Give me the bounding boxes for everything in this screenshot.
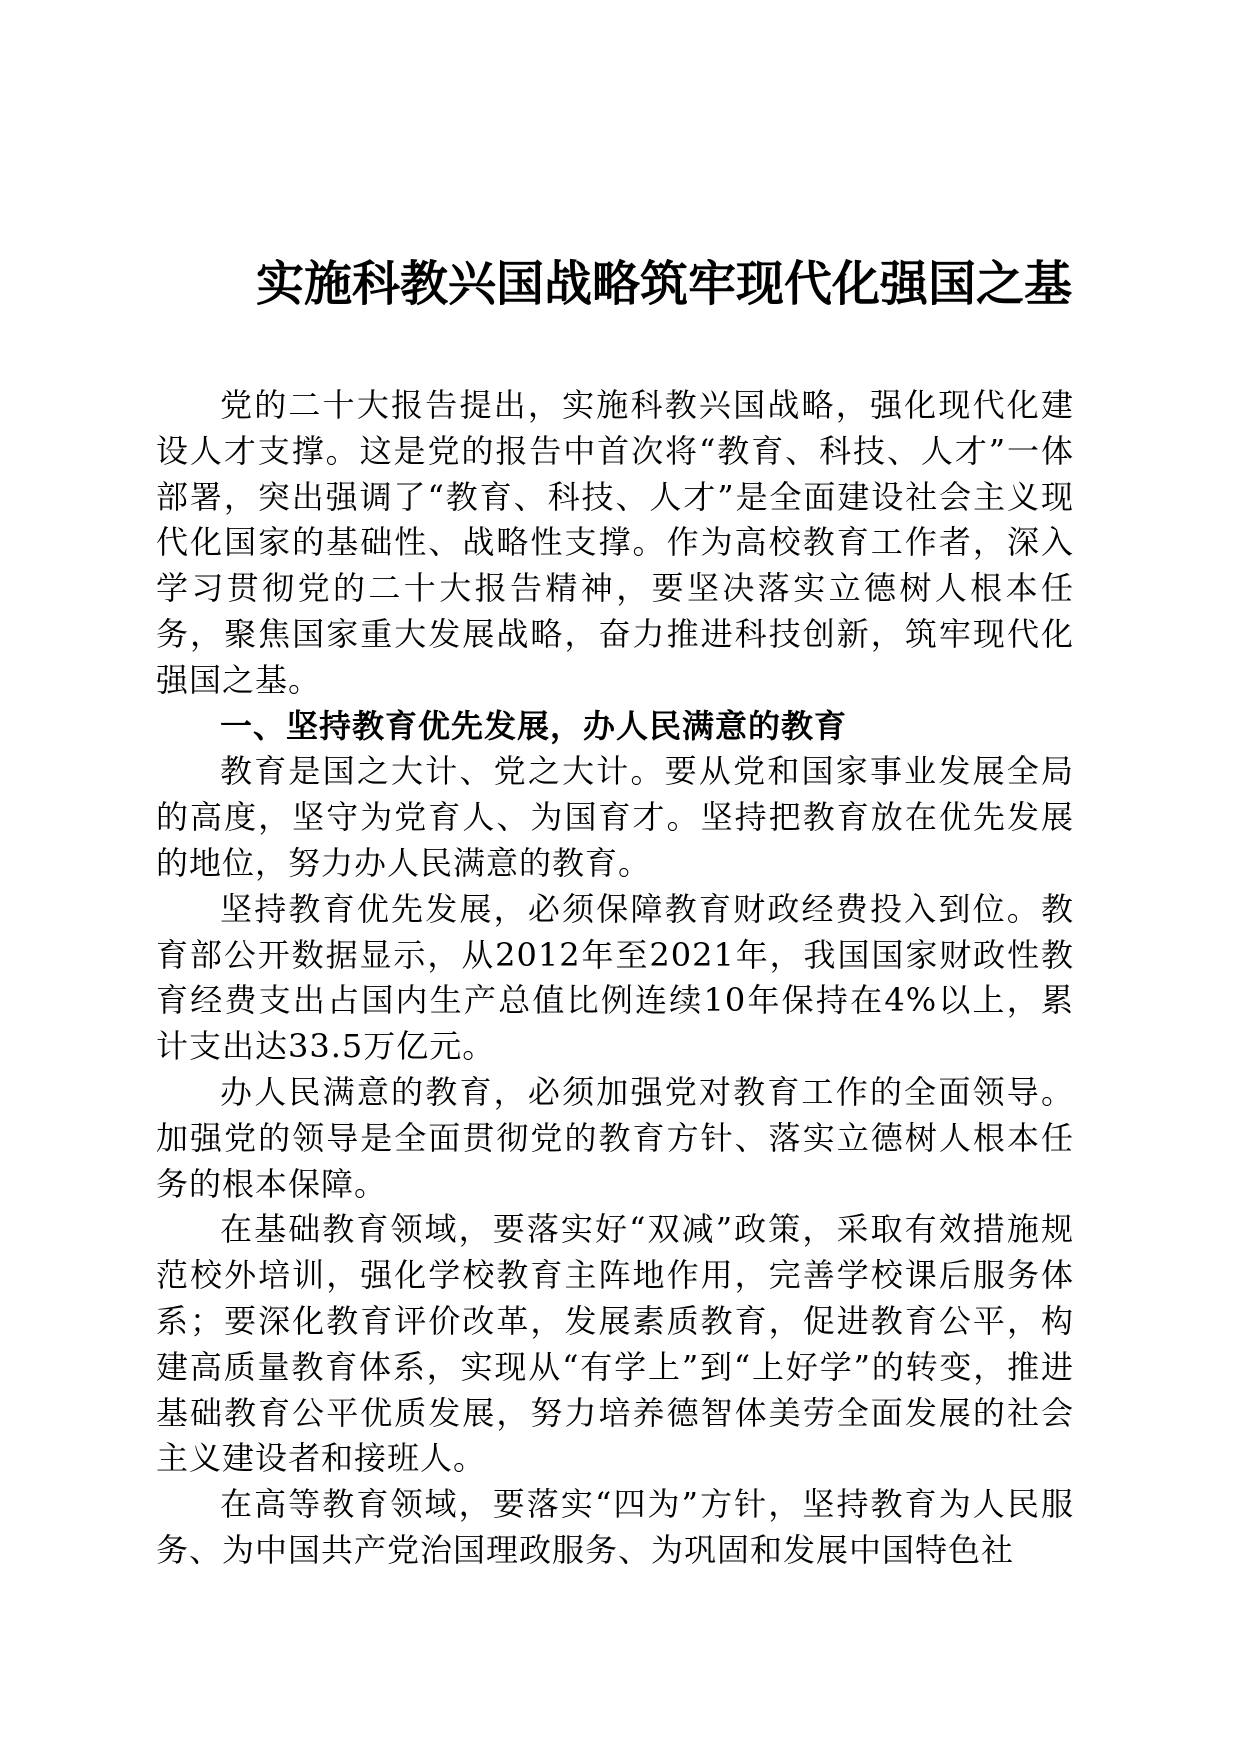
section-1-paragraph-4: 在基础教育领域，要落实好“双减”政策，采取有效措施规范校外培训，强化学校教育主阵地作用，完善学校课后服务体系；要深化教育评价改革，发展素质教育，促进教育公平，构建高质量教育体系，实现从“有学上”到“上好学”的转变，推进基础教育公平优质发展，努力培养德智体美劳全面发展的社会主义建设者和接班人。 bbox=[156, 1210, 1074, 1478]
section-1-paragraph-5: 在高等教育领域，要落实“四为”方针，坚持教育为人民服务、为中国共产党治国理政服务、为巩固和发展中国特色社 bbox=[156, 1485, 1074, 1569]
section-1-paragraph-2: 坚持教育优先发展，必须保障教育财政经费投入到位。教育部公开数据显示，从2012年至2021年，我国国家财政性教育经费支出占国内生产总值比例连续10年保持在4%以上，累计支出达33.5万亿元。 bbox=[156, 889, 1074, 1066]
section-1-paragraph-1: 教育是国之大计、党之大计。要从党和国家事业发展全局的高度，坚守为党育人、为国育才。坚持把教育放在优先发展的地位，努力办人民满意的教育。 bbox=[156, 752, 1074, 882]
document-title: 实施科教兴国战略筑牢现代化强国之基 bbox=[256, 256, 1073, 312]
document-body bbox=[156, 383, 1074, 1574]
section-heading-1: 一、坚持教育优先发展，办人民满意的教育 bbox=[220, 706, 848, 745]
section-1-paragraph-3: 办人民满意的教育，必须加强党对教育工作的全面领导。加强党的领导是全面贯彻党的教育方针、落实立德树人根本任务的根本保障。 bbox=[156, 1072, 1074, 1203]
intro-paragraph: 党的二十大报告提出，实施科教兴国战略，强化现代化建设人才支撑。这是党的报告中首次将“教育、科技、人才”一体部署，突出强调了“教育、科技、人才”是全面建设社会主义现代化国家的基础性、战略性支撑。作为高校教育工作者，深入学习贯彻党的二十大报告精神，要坚决落实立德树人根本任务，聚焦国家重大发展战略，奋力推进科技创新，筑牢现代化强国之基。 bbox=[156, 386, 1074, 699]
